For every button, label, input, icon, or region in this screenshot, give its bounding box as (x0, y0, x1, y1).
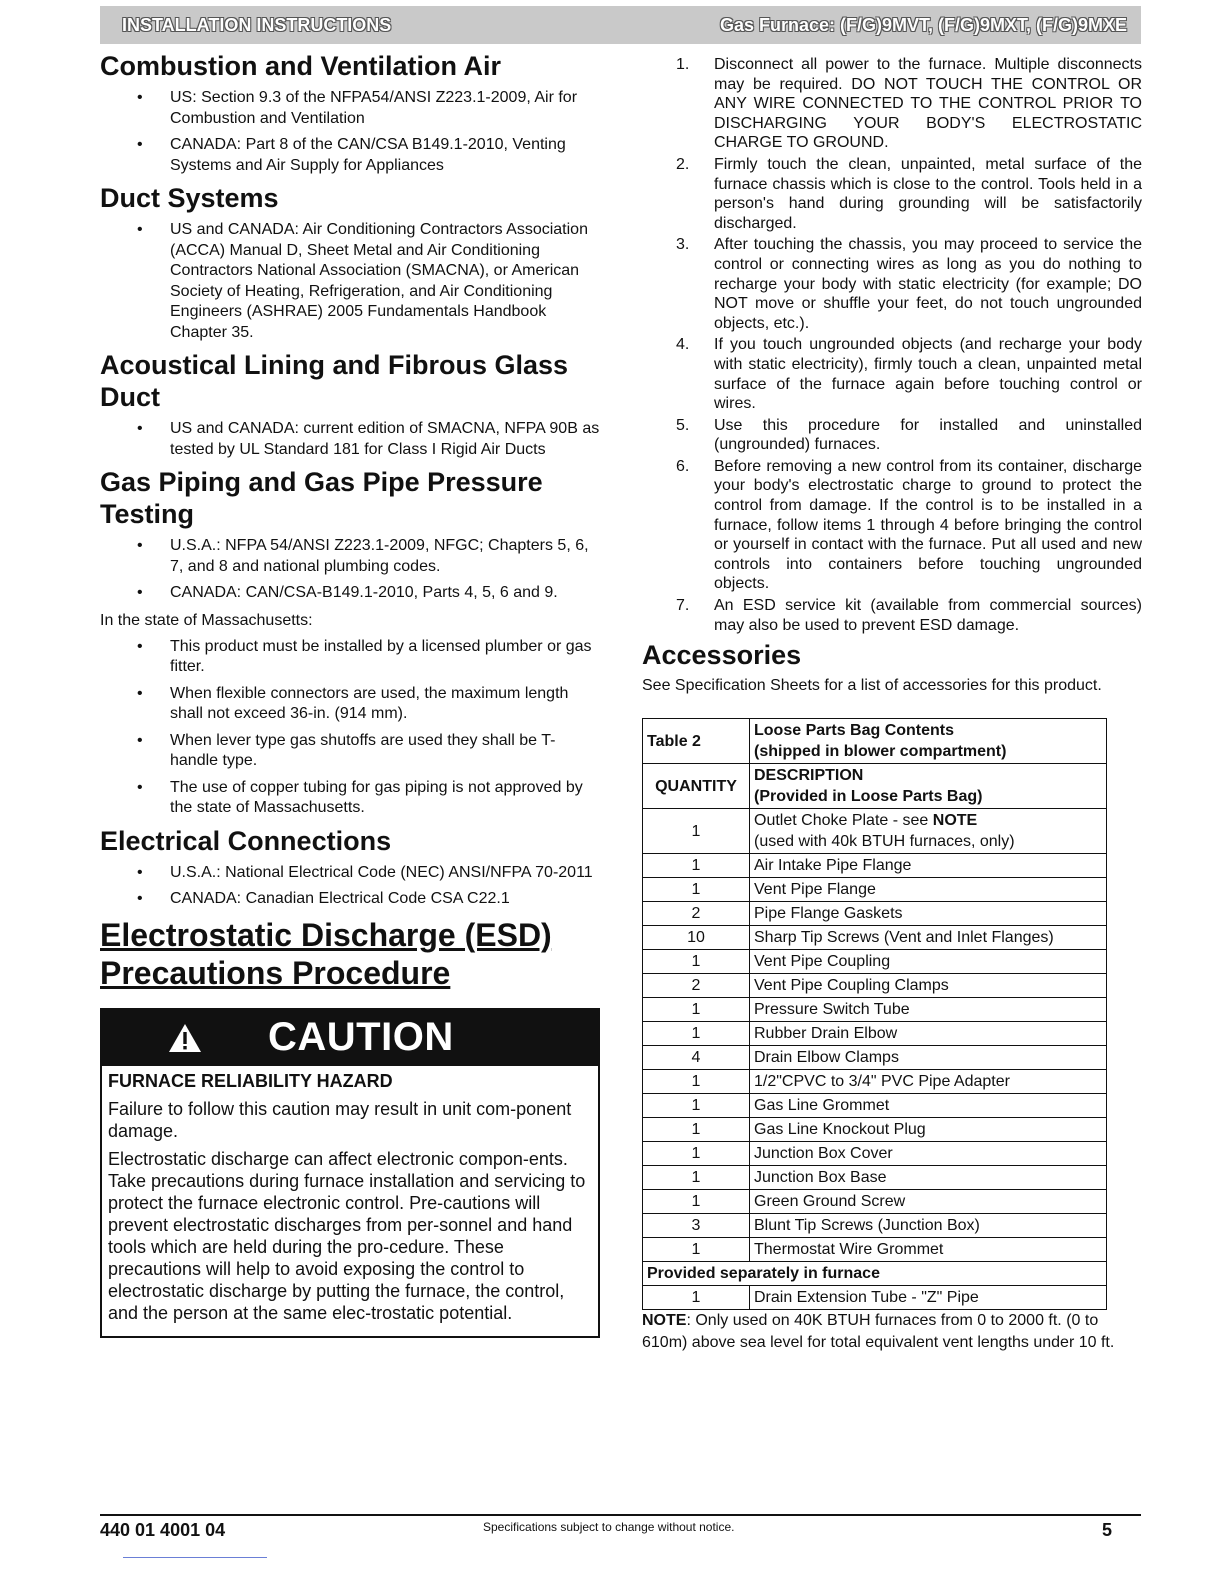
step-number: 3. (676, 236, 690, 254)
gas-piping-list (100, 536, 600, 604)
list-item: • CANADA: Part 8 of the CAN/CSA B149.1-2010, Venting Systems and Air Supply for Appliances (100, 135, 600, 176)
step-text: An ESD service kit (available from commercial sources) may also be used to prevent ESD damage. (714, 597, 1142, 634)
caution-body (102, 1066, 598, 1336)
caution-paragraph-2: Electrostatic discharge can affect electronic compon-ents. Take precautions during furnace installation and servicing to protect the furnace electronic control. Pre-cautions will prevent electrostatic discharges from per-sonnel and hand tools which are held during the pro-cedure. These precautions will help to avoid exposing the control to electrostatic discharge by putting the furnace, the control, and the person at the same elec-trostatic potential. (108, 1148, 586, 1323)
step-number: 5. (676, 416, 690, 434)
loose-parts-table (642, 718, 1107, 1310)
electrical-heading: Electrical Connections (100, 825, 392, 856)
list-item (642, 155, 1142, 233)
description-cell: Vent Pipe Coupling Clamps (750, 974, 1107, 998)
table-title-line1: Loose Parts Bag Contents (754, 722, 955, 740)
footer-divider (100, 1514, 1141, 1516)
step-text: After touching the chassis, you may proceed to service the control or connecting wires as long as you do nothing to recharge your body with static electricity (for example; DO NOT move or shuffle your feet, do not touch ungrounded objects, etc.). (714, 236, 1142, 332)
description-cell: Pipe Flange Gaskets (750, 902, 1107, 926)
table-row (643, 1190, 1107, 1214)
table-row (643, 974, 1107, 998)
separate-section-label: Provided separately in furnace (643, 1262, 1107, 1286)
esd-heading-line2: Precautions Procedure (100, 954, 451, 991)
gas-piping-heading: Gas Piping and Gas Pipe Pressure Testing (100, 467, 543, 529)
hazard-title: FURNACE RELIABILITY HAZARD (108, 1070, 393, 1091)
description-cell: Blunt Tip Screws (Junction Box) (750, 1214, 1107, 1238)
document-number: 440 01 4001 04 (100, 1520, 226, 1540)
description-cell: Green Ground Screw (750, 1190, 1107, 1214)
table-row (643, 1070, 1107, 1094)
quantity-cell: 1 (643, 1070, 750, 1094)
step-text: Disconnect all power to the furnace. Multiple disconnects may be required. DO NOT TOUCH THE CONTROL OR ANY WIRE CONNECTED TO THE CONTROL PRIOR TO DISCHARGING YOUR BODY'S ELECTROSTATIC CHARGE TO GROUND. (714, 56, 1142, 152)
note-label: NOTE (642, 1312, 687, 1330)
quantity-header: QUANTITY (643, 764, 750, 809)
step-number: 6. (676, 457, 690, 475)
duct-heading: Duct Systems (100, 183, 279, 213)
page-header-bar (100, 6, 1141, 44)
accessories-text: See Specification Sheets for a list of accessories for this product. (642, 677, 1102, 695)
list-item: • CANADA: Canadian Electrical Code CSA C22.1 (100, 889, 600, 910)
esd-heading-line1: Electrostatic Discharge (ESD) (100, 916, 552, 953)
table-header-row (643, 764, 1107, 809)
page-number: 5 (1102, 1520, 1113, 1540)
table-title (750, 719, 1107, 764)
list-item: • CANADA: CAN/CSA-B149.1-2010, Parts 4, 5, 6 and 9. (100, 583, 600, 604)
description-cell: Gas Line Grommet (750, 1094, 1107, 1118)
description-cell: Vent Pipe Coupling (750, 950, 1107, 974)
quantity-cell: 4 (643, 1046, 750, 1070)
description-cell: Air Intake Pipe Flange (750, 854, 1107, 878)
list-item (642, 55, 1142, 153)
table-note (642, 1310, 1142, 1353)
list-item: • The use of copper tubing for gas piping is not approved by the state of Massachusetts. (100, 778, 600, 819)
acoustical-list (100, 419, 600, 460)
table-row (643, 1022, 1107, 1046)
list-item: • U.S.A.: National Electrical Code (NEC) ANSI/NFPA 70-2011 (100, 863, 600, 884)
description-cell: Rubber Drain Elbow (750, 1022, 1107, 1046)
list-item: • U.S.A.: NFPA 54/ANSI Z223.1-2009, NFGC; Chapters 5, 6, 7, and 8 and national plumbing codes. (100, 536, 600, 577)
quantity-cell: 1 (643, 1118, 750, 1142)
description-text-line2: (used with 40k BTUH furnaces, only) (754, 833, 1015, 851)
list-item: • US: Section 9.3 of the NFPA54/ANSI Z223.1-2009, Air for Combustion and Ventilation (100, 88, 600, 129)
description-cell: Gas Line Knockout Plug (750, 1118, 1107, 1142)
quantity-cell: 1 (643, 809, 750, 854)
caution-box (100, 1008, 600, 1338)
table-row (643, 1046, 1107, 1070)
list-item (642, 457, 1142, 594)
quantity-cell: 1 (643, 1022, 750, 1046)
quantity-cell: 2 (643, 902, 750, 926)
quantity-cell: 1 (643, 1094, 750, 1118)
table-row (643, 1238, 1107, 1262)
quantity-cell: 1 (643, 1166, 750, 1190)
acoustical-heading: Acoustical Lining and Fibrous Glass Duct (100, 350, 569, 412)
step-text: If you touch ungrounded objects (and recharge your body with static electricity), firmly touch a clean, unpainted metal surface of the furnace again before touching control or wires. (714, 336, 1142, 413)
caution-header (102, 1010, 598, 1066)
table-row (643, 854, 1107, 878)
footer-link-underline (123, 1557, 267, 1558)
table-row (643, 809, 1107, 854)
description-cell: Vent Pipe Flange (750, 878, 1107, 902)
table-row (643, 998, 1107, 1022)
description-cell: Thermostat Wire Grommet (750, 1238, 1107, 1262)
quantity-cell: 3 (643, 1214, 750, 1238)
left-column (100, 50, 600, 1338)
list-item: • When flexible connectors are used, the maximum length shall not exceed 36-in. (914 mm). (100, 684, 600, 725)
list-item (642, 235, 1142, 333)
table-section-row (643, 1262, 1107, 1286)
list-item: • This product must be installed by a licensed plumber or gas fitter. (100, 637, 600, 678)
step-number: 7. (676, 597, 690, 615)
table-row (643, 1214, 1107, 1238)
list-item (642, 335, 1142, 413)
quantity-cell: 1 (643, 1142, 750, 1166)
description-cell: 1/2"CPVC to 3/4" PVC Pipe Adapter (750, 1070, 1107, 1094)
list-item (642, 596, 1142, 635)
description-cell: Pressure Switch Tube (750, 998, 1107, 1022)
quantity-cell: 1 (643, 1190, 750, 1214)
list-item: • When lever type gas shutoffs are used they shall be T-handle type. (100, 731, 600, 772)
table-row (643, 1286, 1107, 1310)
table-row (643, 950, 1107, 974)
step-text: Use this procedure for installed and uninstalled (ungrounded) furnaces. (714, 416, 1142, 454)
quantity-cell: 1 (643, 998, 750, 1022)
table-row (643, 902, 1107, 926)
step-number: 2. (676, 155, 690, 173)
table-title-row (643, 719, 1107, 764)
combustion-list (100, 88, 600, 176)
description-header-line2: (Provided in Loose Parts Bag) (754, 788, 983, 806)
right-column (642, 55, 1142, 1353)
duct-list (100, 220, 600, 343)
table-row (643, 1166, 1107, 1190)
description-text: Outlet Choke Plate - see (754, 812, 933, 830)
note-reference: NOTE (932, 812, 978, 830)
quantity-cell: 1 (643, 878, 750, 902)
list-item (642, 416, 1142, 455)
list-item: • US and CANADA: current edition of SMACNA, NFPA 90B as tested by UL Standard 181 for Class I Rigid Air Ducts (100, 419, 600, 460)
combustion-heading: Combustion and Ventilation Air (100, 51, 502, 81)
quantity-cell: 1 (643, 950, 750, 974)
caution-paragraph-1: Failure to follow this caution may result in unit com-ponent damage. (108, 1098, 572, 1141)
table-row (643, 1094, 1107, 1118)
step-text: Before removing a new control from its container, discharge your body's electrostatic charge to ground to protect the control from damage. If the control is to be installed in a furnace, follow items 1 through 4 before bringing the control or yourself in contact with the furnace. Put all used and new controls into containers before touching ungrounded objects. (714, 457, 1142, 593)
quantity-cell: 10 (643, 926, 750, 950)
esd-steps-list (642, 55, 1142, 635)
quantity-cell: 1 (643, 1286, 750, 1310)
description-cell: Junction Box Cover (750, 1142, 1107, 1166)
massachusetts-list (100, 637, 600, 819)
table-label: Table 2 (643, 719, 750, 764)
description-header (750, 764, 1107, 809)
table-row (643, 1142, 1107, 1166)
header-right-title: Gas Furnace: (F/G)9MVT, (F/G)9MXT, (F/G)9MXE (719, 14, 1127, 35)
quantity-cell: 2 (643, 974, 750, 998)
caution-word: CAUTION (268, 1015, 454, 1059)
description-cell (750, 809, 1107, 854)
quantity-cell: 1 (643, 854, 750, 878)
note-text: : Only used on 40K BTUH furnaces from 0 to 2000 ft. (0 to 610m) above sea level for total equivalent vent lengths under 10 ft. (642, 1312, 1115, 1351)
step-number: 1. (676, 56, 690, 73)
accessories-heading: Accessories (642, 640, 802, 671)
list-item: • US and CANADA: Air Conditioning Contractors Association (ACCA) Manual D, Sheet Metal and Air Conditioning Contractors National Association (SMACNA), or American Society of Heating, Refrigeration, and Air Conditioning Engineers (ASHRAE) 2005 Fundamentals Handbook Chapter 35. (100, 220, 600, 343)
warning-triangle-icon (168, 1023, 202, 1053)
table-title-line2: (shipped in blower compartment) (754, 743, 1007, 761)
table-row (643, 926, 1107, 950)
description-cell: Drain Extension Tube - "Z" Pipe (750, 1286, 1107, 1310)
header-left-title: INSTALLATION INSTRUCTIONS (122, 14, 392, 35)
massachusetts-intro: In the state of Massachusetts: (100, 611, 313, 629)
table-row (643, 1118, 1107, 1142)
step-text: Firmly touch the clean, unpainted, metal surface of the furnace chassis which is close to the control. Tools held in a person's hand during grounding will be satisfactorily discharged. (714, 155, 1142, 232)
electrical-list (100, 863, 600, 910)
description-cell: Sharp Tip Screws (Vent and Inlet Flanges) (750, 926, 1107, 950)
quantity-cell: 1 (643, 1238, 750, 1262)
step-number: 4. (676, 336, 690, 354)
description-cell: Drain Elbow Clamps (750, 1046, 1107, 1070)
footer-notice: Specifications subject to change without notice. (483, 1520, 735, 1534)
table-row (643, 878, 1107, 902)
description-cell: Junction Box Base (750, 1166, 1107, 1190)
description-header-line1: DESCRIPTION (754, 767, 864, 785)
